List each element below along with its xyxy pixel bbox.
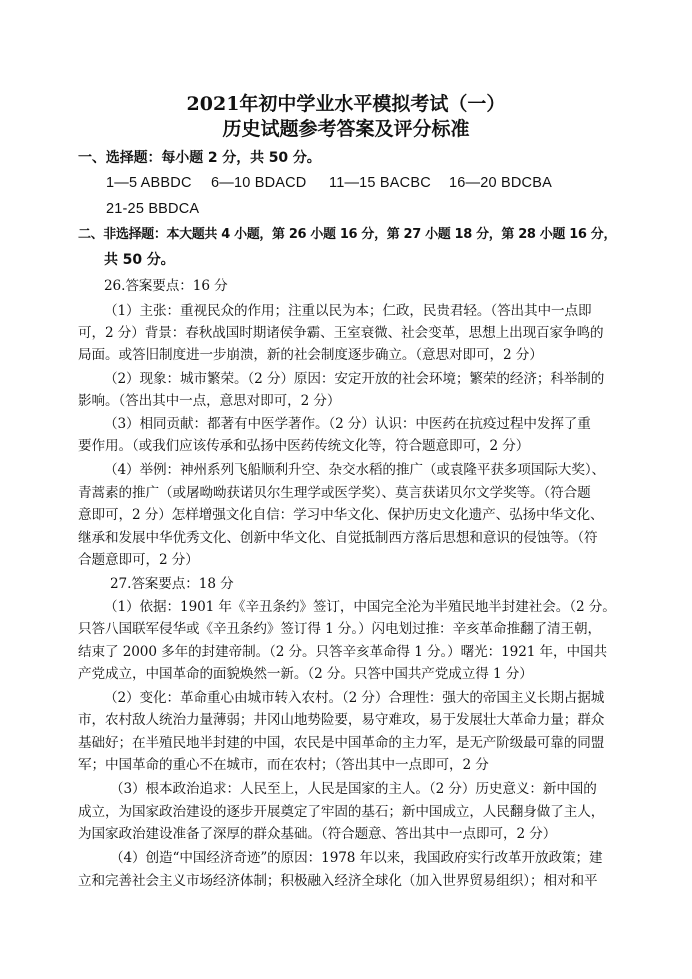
- page-subtitle: 历史试题参考答案及评分标准: [222, 118, 470, 140]
- q27-part4-line: 立和完善社会主义市场经济体制；积极融入经济全球化（加入世界贸易组织）；相对和平: [78, 873, 598, 889]
- q27-part1-line: 产党成立，中国革命的面貌焕然一新。（2 分。只答中国共产党成立得 1 分）: [78, 666, 533, 682]
- section-heading-choice: 一、选择题：每小题 2 分，共 50 分。: [78, 150, 321, 166]
- q26-part1-line: （1）主张：重视民众的作用；注重以民为本；仁政，民贵君轻。（答出其中一点即: [104, 303, 592, 319]
- q26-header: 26.答案要点：16 分: [104, 278, 228, 294]
- q26-part4-line: 继承和发展中华优秀文化、创新中华文化、自觉抵制西方落后思想和意识的侵蚀等。（符: [78, 530, 598, 546]
- choice-answers-1-5: 1—5 ABBDC: [106, 175, 192, 191]
- q26-part1-line: 可，2 分）背景：春秋战国时期诸侯争霸、王室衰微、社会变革，思想上出现百家争鸣的: [78, 325, 604, 341]
- section-heading-nonchoice: 二、非选择题：本大题共 4 小题，第 26 小题 16 分，第 27 小题 18 分，第 28 小题 16 分，: [78, 227, 617, 242]
- q26-part4-line: （4）举例：神州系列飞船顺利升空、杂交水稻的推广（或袁隆平获多项国际大奖）、: [104, 462, 606, 478]
- q27-header: 27.答案要点：18 分: [110, 576, 234, 592]
- q27-part2-line: 基础好；在半殖民地半封建的中国，农民是中国革命的主力军，是无产阶级最可靠的同盟: [78, 735, 605, 751]
- q26-part3-line: 要作用。（或我们应该传承和弘扬中医药传统文化等，符合题意即可，2 分）: [78, 438, 530, 454]
- q26-part1-line: 局面。或答旧制度进一步崩溃，新的社会制度逐步确立。（意思对即可，2 分）: [78, 347, 543, 363]
- q27-part4-line: （4）创造“中国经济奇迹”的原因：1978 年以来，我国政府实行改革开放政策；建: [110, 850, 603, 866]
- q27-part1-line: 只答八国联军侵华或《辛丑条约》签订得 1 分。）闪电划过推：辛亥革命推翻了清王朝，: [78, 621, 601, 637]
- q26-part4-line: 意即可，2 分）怎样增强文化自信：学习中华文化、保护历史文化遗产、弘扬中华文化、: [78, 507, 604, 523]
- q26-part3-line: （3）相同贡献：都著有中医学著作。（2 分）认识：中医药在抗疫过程中发挥了重: [104, 416, 591, 432]
- q27-part2-line: 市，农村敌人统治力量薄弱；井冈山地势险要，易守难攻，易于发展壮大革命力量；群众: [78, 712, 605, 728]
- q26-part4-line: 青蒿素的推广（或屠呦呦获诺贝尔生理学或医学奖）、莫言获诺贝尔文学奖等。（符合题: [78, 485, 591, 501]
- choice-answers-11-15: 11—15 BACBC: [329, 175, 431, 191]
- q27-part2-line: （2）变化：革命重心由城市转入农村。（2 分）合理性：强大的帝国主义长期占据城: [104, 690, 605, 706]
- q27-part1-line: （1）依据：1901 年《辛丑条约》签订，中国完全沦为半殖民地半封建社会。（2 分。: [104, 599, 616, 615]
- q27-part1-line: 结束了 2000 多年的封建帝制。（2 分。只答辛亥革命得 1 分。）曙光：1921 年，中国共: [78, 644, 608, 660]
- choice-answers-21-25: 21-25 BBDCA: [106, 201, 200, 217]
- q27-part3-line: 成立，为国家政治建设的逐步开展奠定了牢固的基石；新中国成立，人民翻身做了主人，: [78, 804, 605, 820]
- choice-answers-6-10: 6—10 BDACD: [211, 175, 307, 191]
- page-title: 2021年初中学业水平模拟考试（一）: [186, 93, 506, 115]
- q27-part2-line: 军；中国革命的重心不在城市，而在农村；（答出其中一点即可，2 分: [78, 757, 489, 773]
- q27-part3-line: 为国家政治建设准备了深厚的群众基础。（符合题意、答出其中一点即可，2 分）: [78, 826, 557, 842]
- q27-part3-line: （3）根本政治追求：人民至上，人民是国家的主人。（2 分）历史意义：新中国的: [110, 781, 597, 797]
- section-heading-nonchoice-cont: 共 50 分。: [104, 252, 175, 268]
- q26-part2-line: （2）现象：城市繁荣。（2 分）原因：安定开放的社会环境；繁荣的经济；科举制的: [104, 371, 605, 387]
- choice-answers-16-20: 16—20 BDCBA: [449, 175, 552, 191]
- q26-part2-line: 影响。（答出其中一点，意思对即可，2 分）: [78, 393, 341, 409]
- q26-part4-line: 合题意即可，2 分）: [78, 552, 199, 568]
